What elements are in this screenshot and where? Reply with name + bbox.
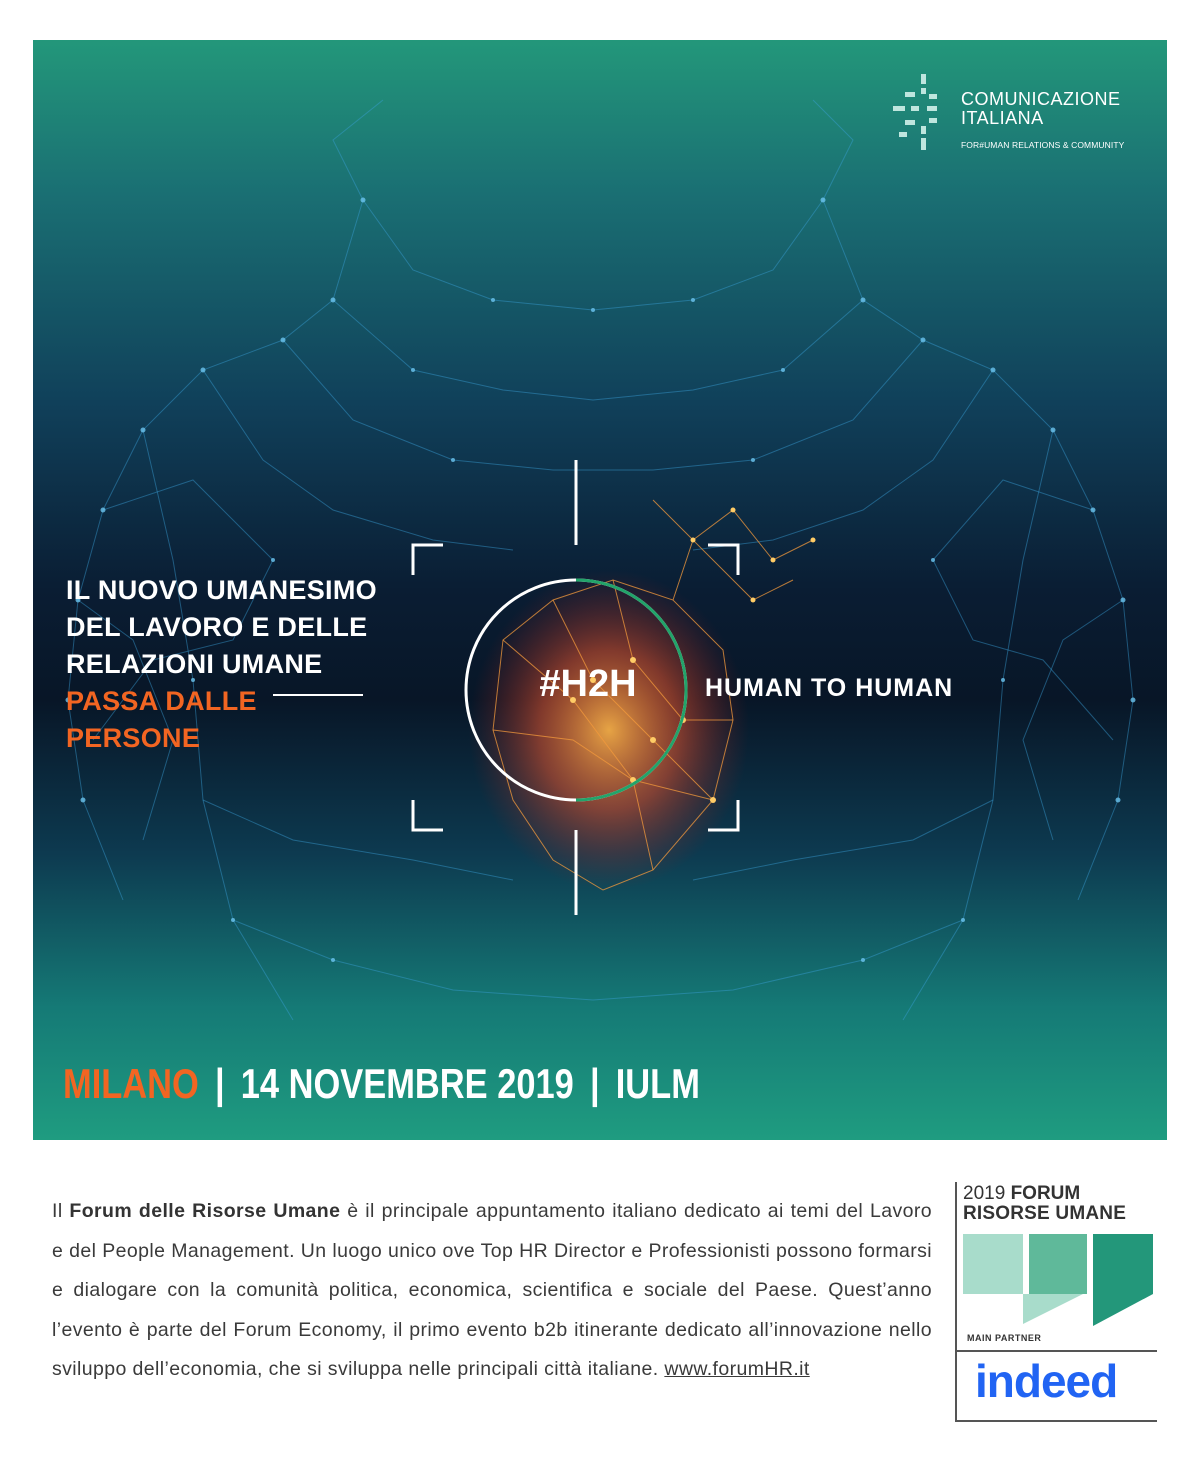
claim-line2: DEL LAVORO E DELLE (66, 612, 368, 642)
hashtag-subtitle: HUMAN TO HUMAN (705, 674, 954, 702)
comunicazione-italiana-logo (891, 70, 1151, 160)
forum-description (52, 1192, 932, 1390)
description-intro: Il (52, 1200, 70, 1222)
description-forum-name: Forum delle Risorse Umane (69, 1200, 341, 1222)
badge-title-forum: FORUM (1010, 1183, 1081, 1204)
badge-title-risorse-umane: RISORSE UMANE (963, 1203, 1127, 1224)
logo-tagline: FOR#UMAN RELATIONS & COMMUNITY (961, 140, 1125, 150)
event-city: MILANO (63, 1060, 199, 1107)
logo-name-line1: COMUNICAZIONE (961, 89, 1121, 109)
hashtag-h2h: #H2H (539, 663, 637, 705)
badge-divider (955, 1350, 1157, 1352)
logo-name (961, 90, 1121, 128)
claim-text (66, 572, 406, 757)
event-separator: | (214, 1060, 225, 1107)
claim-accent-line1: PASSA DALLE (66, 686, 257, 716)
indeed-logo: indeed (975, 1355, 1118, 1407)
claim-line3: RELAZIONI UMANE (66, 649, 323, 679)
badge-title-line1 (963, 1184, 1080, 1203)
main-partner-label: MAIN PARTNER (967, 1333, 1042, 1343)
hero-poster (33, 40, 1167, 1140)
badge-year: 2019 (963, 1183, 1006, 1204)
event-venue: IULM (615, 1060, 700, 1107)
claim-line1: IL NUOVO UMANESIMO (66, 575, 377, 605)
logo-name-line2: ITALIANA (961, 108, 1044, 128)
description-body: è il principale appuntamento italiano dedicato ai temi del Lavoro e del People Management. Un luogo unico ove Top HR Director e Professionisti possono formarsi e dialogare con la comunità politica, economica, scientifica e sociale del Paese. Quest’anno l’evento è parte del Forum Economy, il primo evento b2b itinerante dedicato all’innovazione nello sviluppo dell’economia, che si sviluppa nelle principali città italiane. (52, 1200, 932, 1380)
badge-border-left (955, 1182, 957, 1422)
badge-graphic-icon (963, 1234, 1153, 1330)
logo-mark-icon (891, 72, 939, 152)
forumhr-link[interactable]: www.forumHR.it (664, 1358, 810, 1380)
badge-border-bottom (955, 1420, 1157, 1422)
forum-badge (955, 1182, 1157, 1422)
event-info (63, 1060, 700, 1108)
event-separator: | (589, 1060, 600, 1107)
claim-accent-line2: PERSONE (66, 723, 201, 753)
claim-rule-divider (273, 694, 363, 696)
event-date: 14 NOVEMBRE 2019 (240, 1060, 574, 1107)
